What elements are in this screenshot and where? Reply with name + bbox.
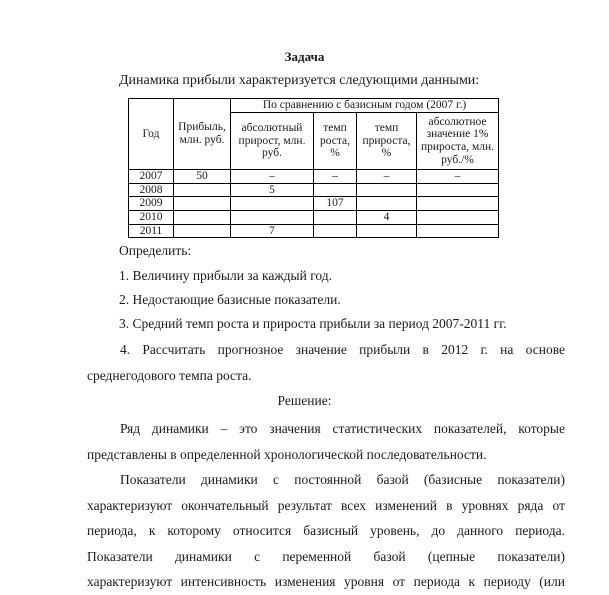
- paragraph-2-line: характеризуют окончательный результат всех изменений в уровнях ряда от: [87, 497, 565, 513]
- intro-text: Динамика прибыли характеризуется следующими данными:: [119, 73, 480, 88]
- page-title: Задача: [284, 49, 325, 64]
- paragraph-2-line: периода, к которому относится базисный уровень, до данного периода.: [87, 523, 565, 538]
- cell-growth: [314, 224, 357, 238]
- paragraph-2: [87, 467, 565, 595]
- paragraph-1: [87, 416, 565, 467]
- table-row: [129, 170, 499, 184]
- cell-abs: –: [231, 170, 314, 184]
- paragraph-1-line: Ряд динамики – это значения статистических показателей, которые: [120, 421, 565, 436]
- header-profit: Прибыль, млн. руб.: [174, 99, 231, 170]
- cell-abs: 5: [231, 183, 314, 197]
- task-item-1: 1. Величину прибыли за каждый год.: [119, 268, 333, 283]
- cell-abs: [231, 210, 314, 224]
- cell-year: 2010: [129, 210, 174, 224]
- paragraph-2-line: характеризуют интенсивность изменения уровня от периода к периоду (или: [87, 574, 565, 589]
- paragraph-1-line: представлены в определенной хронологической последовательности.: [87, 446, 487, 462]
- cell-year: 2011: [129, 224, 174, 238]
- cell-year: 2007: [129, 170, 174, 184]
- solution-heading: Решение:: [277, 393, 332, 408]
- cell-profit: [174, 210, 231, 224]
- cell-value: [417, 210, 499, 224]
- cell-gain: [357, 183, 417, 197]
- profit-table: [128, 98, 499, 238]
- table-row: [129, 183, 499, 197]
- header-gain-rate: темп прироста, %: [357, 113, 417, 170]
- header-abs-growth: абсолютный прирост, млн. руб.: [231, 113, 314, 170]
- cell-growth: [314, 210, 357, 224]
- task-item-4: [87, 342, 565, 358]
- cell-abs: [231, 197, 314, 211]
- cell-abs: 7: [231, 224, 314, 238]
- cell-value: [417, 224, 499, 238]
- cell-growth: [314, 183, 357, 197]
- task-item-4-text: 4. Рассчитать прогнозное значение прибыли в 2012 г. на основе: [120, 342, 565, 357]
- paragraph-2-line: Показатели динамики с постоянной базой (базисные показатели): [120, 472, 565, 487]
- cell-value: [417, 183, 499, 197]
- cell-profit: [174, 224, 231, 238]
- table-row: [129, 197, 499, 211]
- cell-gain: –: [357, 170, 417, 184]
- header-group: По сравнению с базисным годом (2007 г.): [231, 99, 499, 113]
- determine-label: Определить:: [119, 243, 192, 258]
- cell-year: 2008: [129, 183, 174, 197]
- cell-value: –: [417, 170, 499, 184]
- header-year: Год: [129, 99, 174, 170]
- task-item-4-cont: среднегодового темпа роста.: [87, 368, 252, 383]
- cell-year: 2009: [129, 197, 174, 211]
- cell-profit: [174, 183, 231, 197]
- cell-gain: [357, 197, 417, 211]
- task-item-2: 2. Недостающие базисные показатели.: [119, 292, 341, 307]
- cell-profit: [174, 197, 231, 211]
- cell-value: [417, 197, 499, 211]
- cell-profit: 50: [174, 170, 231, 184]
- cell-gain: 4: [357, 210, 417, 224]
- task-item-3: 3. Средний темп роста и прироста прибыли за период 2007-2011 гг.: [119, 316, 507, 331]
- table-row: [129, 210, 499, 224]
- cell-growth: 107: [314, 197, 357, 211]
- header-growth-rate: темп роста, %: [314, 113, 357, 170]
- cell-gain: [357, 224, 417, 238]
- paragraph-2-line: Показатели динамики с переменной базой (цепные показатели): [87, 548, 565, 564]
- cell-growth: –: [314, 170, 357, 184]
- table-row: [129, 224, 499, 238]
- header-abs-value: абсолютное значение 1% прироста, млн. руб./%: [417, 113, 499, 170]
